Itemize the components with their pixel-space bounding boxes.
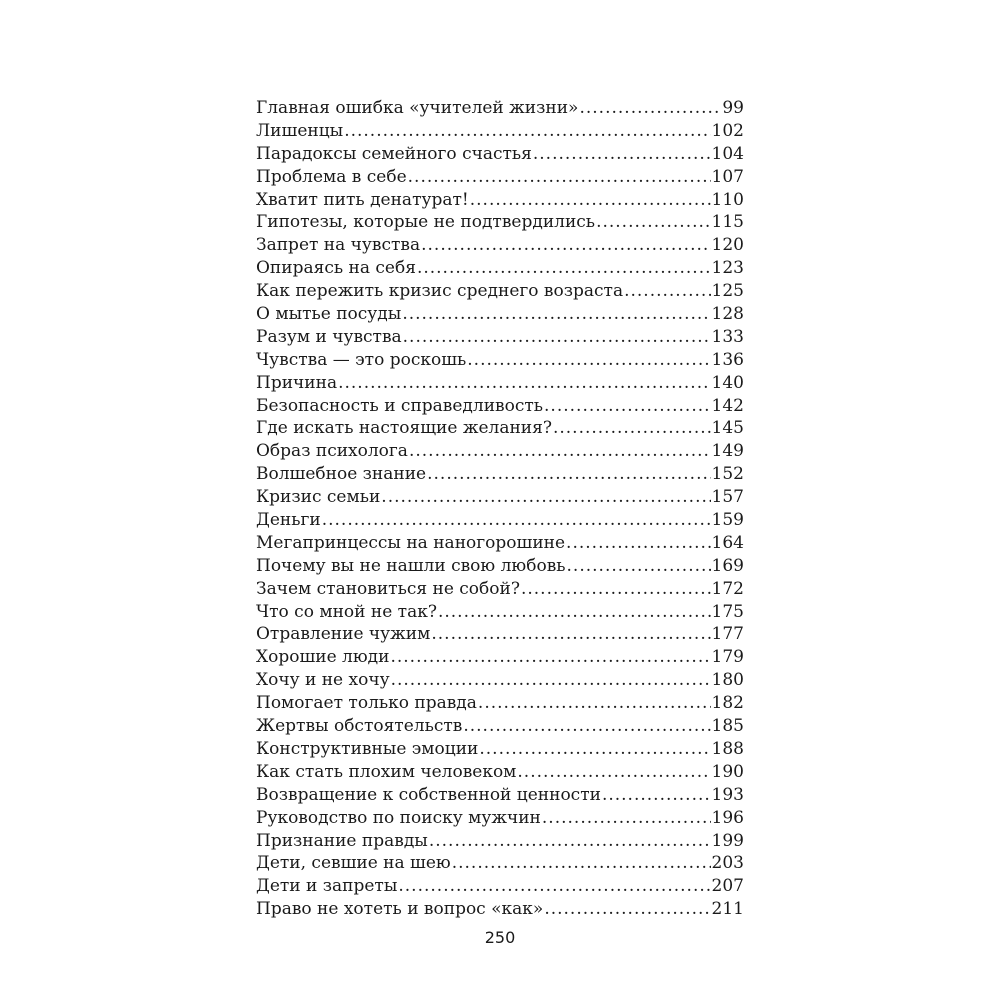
toc-entry	[256, 417, 744, 440]
toc-entry-page: 115	[711, 212, 744, 233]
toc-dot-leader	[521, 578, 711, 601]
toc-entry-title: Причина	[256, 372, 338, 393]
toc-dot-leader	[431, 623, 710, 646]
toc-entry-page: 179	[711, 647, 744, 668]
toc-entry-page: 152	[711, 464, 744, 485]
toc-dot-leader	[403, 326, 711, 349]
toc-entry-page: 125	[711, 281, 744, 302]
toc-entry-title: Отравление чужим	[256, 624, 431, 645]
toc-entry-page: 128	[711, 304, 744, 325]
toc-entry	[256, 875, 744, 898]
toc-dot-leader	[452, 852, 711, 875]
toc-entry-title: Жертвы обстоятельств	[256, 716, 463, 737]
toc-entry-page: 110	[711, 189, 744, 210]
toc-entry-title: Дети и запреты	[256, 876, 398, 897]
toc-entry-page: 203	[711, 853, 744, 874]
toc-dot-leader	[544, 395, 711, 418]
toc-entry-title: Образ психолога	[256, 441, 408, 462]
toc-dot-leader	[567, 555, 711, 578]
toc-entry-page: 190	[711, 761, 744, 782]
toc-entry-title: Опираясь на себя	[256, 258, 416, 279]
toc-dot-leader	[467, 349, 710, 372]
toc-entry-title: Хорошие люди	[256, 647, 390, 668]
toc-entry	[256, 807, 744, 830]
toc-entry-page: 185	[711, 716, 744, 737]
toc-entry	[256, 852, 744, 875]
toc-entry	[256, 898, 744, 921]
toc-entry	[256, 646, 744, 669]
toc-dot-leader	[408, 166, 711, 189]
toc-dot-leader	[429, 830, 711, 853]
table-of-contents	[256, 97, 744, 921]
toc-entry	[256, 669, 744, 692]
toc-dot-leader	[344, 120, 710, 143]
toc-entry-title: Волшебное знание	[256, 464, 427, 485]
toc-entry	[256, 97, 744, 120]
toc-entry	[256, 738, 744, 761]
toc-entry	[256, 120, 744, 143]
toc-entry-page: 136	[711, 349, 744, 370]
toc-entry	[256, 234, 744, 257]
toc-entry-page: 104	[711, 143, 744, 164]
toc-entry	[256, 166, 744, 189]
toc-dot-leader	[624, 280, 710, 303]
toc-entry-page: 164	[711, 532, 744, 553]
toc-entry	[256, 692, 744, 715]
toc-entry-page: 99	[722, 98, 744, 118]
toc-entry	[256, 509, 744, 532]
toc-dot-leader	[566, 532, 711, 555]
toc-entry-page: 102	[711, 120, 744, 141]
toc-entry	[256, 395, 744, 418]
toc-entry-page: 142	[711, 395, 744, 416]
toc-entry-title: Право не хотеть и вопрос «как»	[256, 899, 544, 920]
toc-entry-page: 159	[711, 510, 744, 531]
toc-dot-leader	[338, 372, 710, 395]
toc-entry	[256, 601, 744, 624]
toc-dot-leader	[478, 692, 711, 715]
toc-entry-title: Помогает только правда	[256, 693, 477, 714]
toc-entry-title: Запрет на чувства	[256, 235, 421, 256]
toc-dot-leader	[409, 440, 711, 463]
toc-entry-page: 157	[711, 487, 744, 508]
toc-entry-title: Хватит пить денатурат!	[256, 189, 469, 210]
toc-entry-title: Кризис семьи	[256, 487, 381, 508]
toc-entry-title: Зачем становиться не собой?	[256, 578, 520, 599]
toc-entry	[256, 211, 744, 234]
toc-entry	[256, 349, 744, 372]
toc-entry	[256, 463, 744, 486]
toc-entry-title: Дети, севшие на шею	[256, 853, 451, 874]
toc-entry-title: Безопасность и справедливость	[256, 395, 544, 416]
toc-entry-title: Что со мной не так?	[256, 601, 437, 622]
toc-entry-title: Гипотезы, которые не подтвердились	[256, 212, 596, 233]
toc-entry	[256, 257, 744, 280]
toc-entry-title: Чувства — это роскошь	[256, 349, 467, 370]
toc-dot-leader	[602, 784, 711, 807]
toc-dot-leader	[398, 875, 710, 898]
toc-entry-page: 145	[711, 418, 744, 439]
toc-entry-page: 180	[711, 670, 744, 691]
toc-entry-page: 107	[711, 166, 744, 187]
toc-dot-leader	[390, 646, 710, 669]
toc-entry-page: 177	[711, 624, 744, 645]
toc-entry-page: 172	[711, 578, 744, 599]
toc-entry	[256, 486, 744, 509]
toc-entry-title: Лишенцы	[256, 120, 344, 141]
toc-entry-page: 123	[711, 258, 744, 279]
toc-dot-leader	[438, 601, 711, 624]
toc-entry-title: Руководство по поиску мужчин	[256, 807, 541, 828]
toc-entry	[256, 623, 744, 646]
toc-dot-leader	[381, 486, 710, 509]
toc-entry-title: Возвращение к собственной ценности	[256, 784, 601, 805]
toc-entry-page: 199	[711, 830, 744, 851]
toc-dot-leader	[542, 807, 711, 830]
toc-dot-leader	[544, 898, 710, 921]
toc-dot-leader	[553, 417, 711, 440]
toc-entry-title: Разум и чувства	[256, 326, 402, 347]
toc-entry-page: 196	[711, 807, 744, 828]
toc-entry	[256, 830, 744, 853]
toc-entry-title: Как пережить кризис среднего возраста	[256, 281, 624, 302]
toc-dot-leader	[517, 761, 710, 784]
toc-entry	[256, 784, 744, 807]
toc-entry-page: 211	[711, 899, 744, 920]
toc-entry-title: Проблема в себе	[256, 166, 407, 187]
toc-entry-page: 133	[711, 326, 744, 347]
toc-entry-title: Как стать плохим человеком	[256, 761, 517, 782]
toc-dot-leader	[402, 303, 710, 326]
toc-entry	[256, 303, 744, 326]
toc-entry-title: Хочу и не хочу	[256, 670, 390, 691]
toc-entry	[256, 532, 744, 555]
toc-dot-leader	[479, 738, 710, 761]
toc-dot-leader	[470, 189, 711, 212]
toc-dot-leader	[579, 97, 721, 120]
toc-entry-page: 140	[711, 372, 744, 393]
toc-entry-page: 149	[711, 441, 744, 462]
toc-entry-page: 169	[711, 555, 744, 576]
toc-entry-page: 193	[711, 784, 744, 805]
toc-entry-title: О мытье посуды	[256, 304, 402, 325]
toc-dot-leader	[427, 463, 710, 486]
toc-entry	[256, 326, 744, 349]
toc-entry	[256, 280, 744, 303]
toc-entry-page: 188	[711, 738, 744, 759]
toc-entry	[256, 372, 744, 395]
toc-entry-title: Где искать настоящие желания?	[256, 418, 552, 439]
toc-entry	[256, 715, 744, 738]
toc-entry	[256, 578, 744, 601]
toc-entry	[256, 761, 744, 784]
toc-dot-leader	[421, 234, 710, 257]
toc-entry-page: 175	[711, 601, 744, 622]
toc-dot-leader	[463, 715, 710, 738]
page-number: 250	[484, 928, 516, 947]
toc-entry-title: Деньги	[256, 510, 321, 531]
toc-entry-title: Конструктивные эмоции	[256, 738, 479, 759]
toc-entry-page: 207	[711, 876, 744, 897]
toc-dot-leader	[417, 257, 711, 280]
toc-dot-leader	[596, 211, 710, 234]
toc-dot-leader	[391, 669, 711, 692]
toc-dot-leader	[533, 143, 711, 166]
toc-entry-page: 120	[711, 235, 744, 256]
toc-entry-title: Мегапринцессы на наногорошине	[256, 532, 566, 553]
toc-entry-title: Почему вы не нашли свою любовь	[256, 555, 566, 576]
toc-entry	[256, 440, 744, 463]
toc-entry-page: 182	[711, 693, 744, 714]
toc-dot-leader	[322, 509, 711, 532]
toc-entry	[256, 189, 744, 212]
toc-entry	[256, 143, 744, 166]
toc-entry-title: Признание правды	[256, 830, 428, 851]
toc-entry-title: Парадоксы семейного счастья	[256, 143, 532, 164]
toc-entry	[256, 555, 744, 578]
toc-entry-title: Главная ошибка «учителей жизни»	[256, 98, 579, 118]
